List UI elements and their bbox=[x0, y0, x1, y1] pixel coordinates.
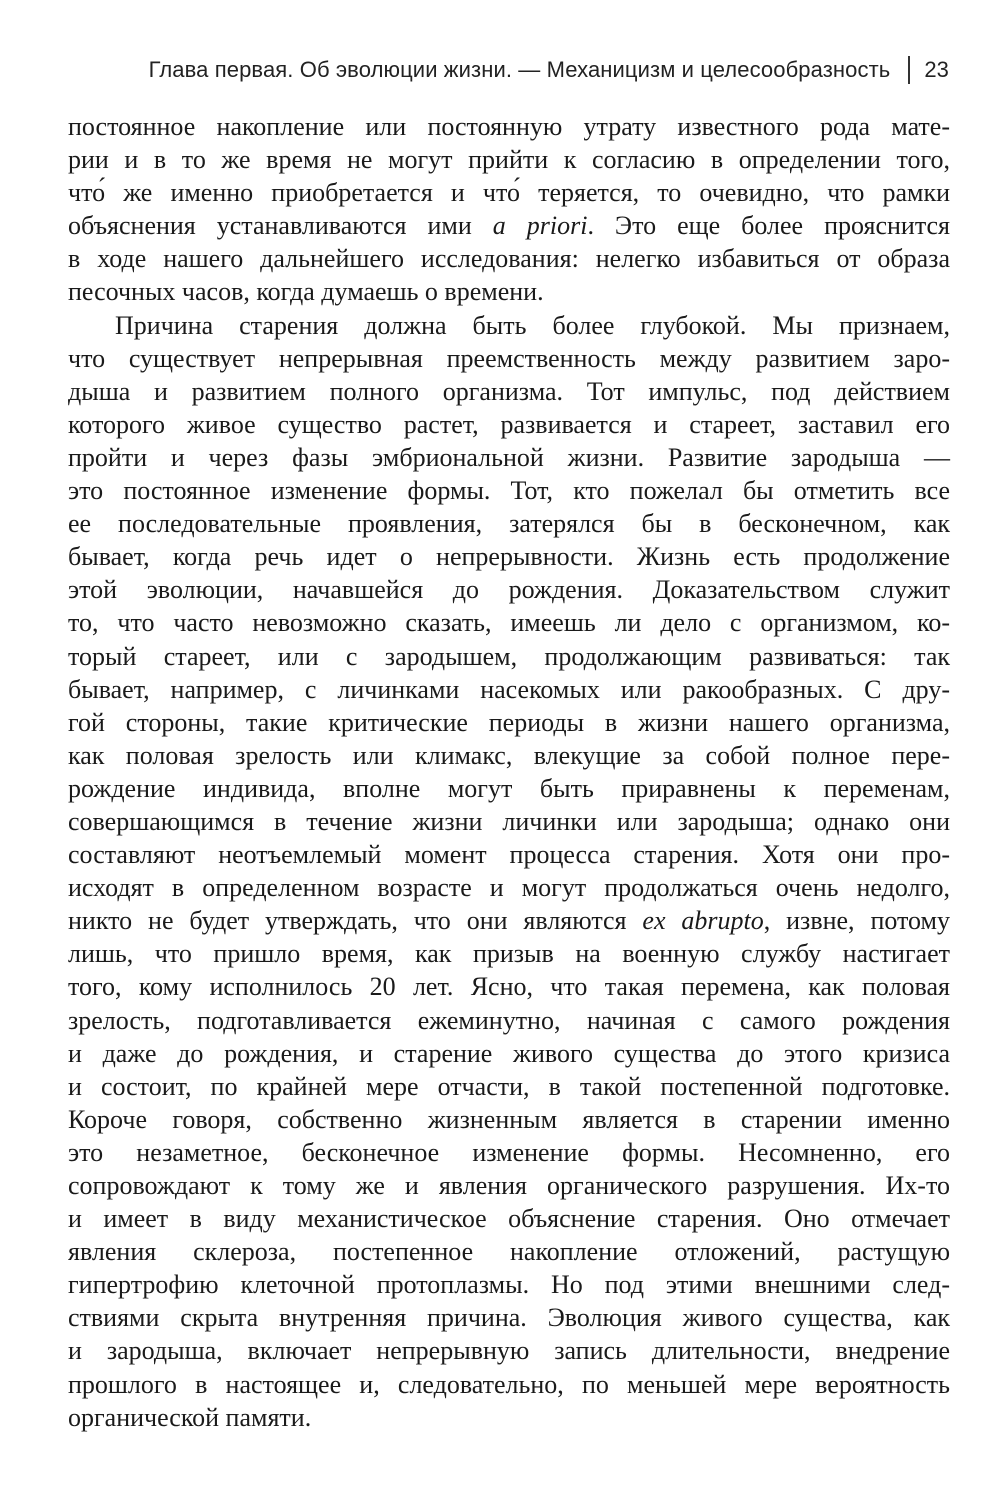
text-line: что́ же именно приобретается и что́ теряется, то очевидно, что рамки bbox=[68, 178, 950, 208]
text-line: и состоит, по крайней мере отчасти, в такой постепенной подготовке. bbox=[68, 1071, 950, 1101]
text-line: составляют неотъемлемый момент процесса старения. Хотя они про- bbox=[68, 840, 950, 870]
text-line: Причина старения должна быть более глубокой. Мы признаем, bbox=[115, 310, 950, 340]
text-line: явления склероза, постепенное накопление отложений, растущую bbox=[68, 1237, 950, 1267]
text-line: Короче говоря, собственно жизненным является в старении именно bbox=[68, 1104, 950, 1134]
text-line: ее последовательные проявления, затерялся бы в бесконечном, как bbox=[68, 509, 950, 539]
text-line: это постоянное изменение формы. Тот, кто пожелал бы отметить все bbox=[68, 476, 950, 506]
paragraph bbox=[68, 110, 950, 309]
header-separator bbox=[908, 56, 910, 84]
text-line: того, кому исполнилось 20 лет. Ясно, что такая перемена, как половая bbox=[68, 972, 950, 1002]
text-line: исходят в определенном возрасте и могут продолжаться очень недолго, bbox=[68, 873, 950, 903]
italic-term: a priori bbox=[492, 211, 588, 241]
text-line: песочных часов, когда думаешь о времени. bbox=[68, 277, 544, 307]
text-line: лишь, что пришло время, как призыв на военную службу настигает bbox=[68, 939, 950, 969]
text-line: рождение индивида, вполне могут быть приравнены к переменам, bbox=[68, 773, 950, 803]
paragraph bbox=[68, 309, 950, 1434]
text-line: то, что часто невозможно сказать, имеешь ли дело с организмом, ко- bbox=[68, 608, 950, 638]
text-line: этой эволюции, начавшейся до рождения. Доказательством служит bbox=[68, 575, 950, 605]
body-text bbox=[68, 110, 950, 1434]
italic-term: ex abrupto bbox=[642, 906, 764, 936]
text-line: объяснения устанавливаются ими a priori. Это еще более прояснится bbox=[68, 211, 951, 241]
text-line: пройти и через фазы эмбриональной жизни. Развитие зародыша — bbox=[68, 442, 950, 472]
text-line: совершающимся в течение жизни личинки или зародыша; однако они bbox=[68, 806, 950, 836]
text-line: и имеет в виду механистическое объяснение старения. Оно отмечает bbox=[68, 1204, 950, 1234]
text-line: ствиями скрыта внутренняя причина. Эволюция живого существа, как bbox=[68, 1303, 950, 1333]
text-line: сопровождают к тому же и явления органического разрушения. Их-то bbox=[68, 1171, 950, 1200]
text-line: и даже до рождения, и старение живого существа до этого кризиса bbox=[68, 1038, 950, 1068]
text-line: никто не будет утверждать, что они являются ex abrupto, извне, потому bbox=[68, 906, 951, 936]
text-line: которого живое существо растет, развивается и стареет, заставил его bbox=[68, 409, 950, 439]
text-line: постоянное накопление или постоянную утрату известного рода мате- bbox=[68, 112, 950, 141]
running-header bbox=[0, 56, 949, 84]
text-line: как половая зрелость или климакс, влекущие за собой полное пере- bbox=[68, 740, 950, 770]
text-line: рии и в то же время не могут прийти к согласию в определении того, bbox=[68, 145, 950, 175]
page-number: 23 bbox=[924, 57, 949, 82]
text-line: прошлого в настоящее и, следовательно, по меньшей мере вероятность bbox=[68, 1369, 950, 1399]
text-line: гипертрофию клеточной протоплазмы. Но под этими внешними след- bbox=[68, 1270, 950, 1300]
text-line: бывает, когда речь идет о непрерывности. Жизнь есть продолжение bbox=[68, 542, 950, 572]
text-line: это незаметное, бесконечное изменение формы. Несомненно, его bbox=[68, 1137, 950, 1167]
text-line: дыша и развитием полного организма. Тот импульс, под действием bbox=[68, 376, 950, 406]
text-line: гой стороны, такие критические периоды в жизни нашего организма, bbox=[68, 707, 950, 737]
text-line: что существует непрерывная преемственность между развитием заро- bbox=[68, 343, 950, 373]
chapter-title: Глава первая. Об эволюции жизни. — Механицизм и целесообразность bbox=[148, 57, 891, 82]
text-line: и зародыша, включает непрерывную запись длительности, внедрение bbox=[68, 1336, 950, 1366]
text-line: торый стареет, или с зародышем, продолжающим развиваться: так bbox=[68, 641, 950, 671]
text-line: в ходе нашего дальнейшего исследования: нелегко избавиться от образа bbox=[68, 244, 950, 274]
text-line: бывает, например, с личинками насекомых или ракообразных. С дру- bbox=[68, 674, 950, 704]
text-line: зрелость, подготавливается ежеминутно, начиная с самого рождения bbox=[68, 1005, 950, 1035]
text-line: органической памяти. bbox=[68, 1402, 312, 1432]
